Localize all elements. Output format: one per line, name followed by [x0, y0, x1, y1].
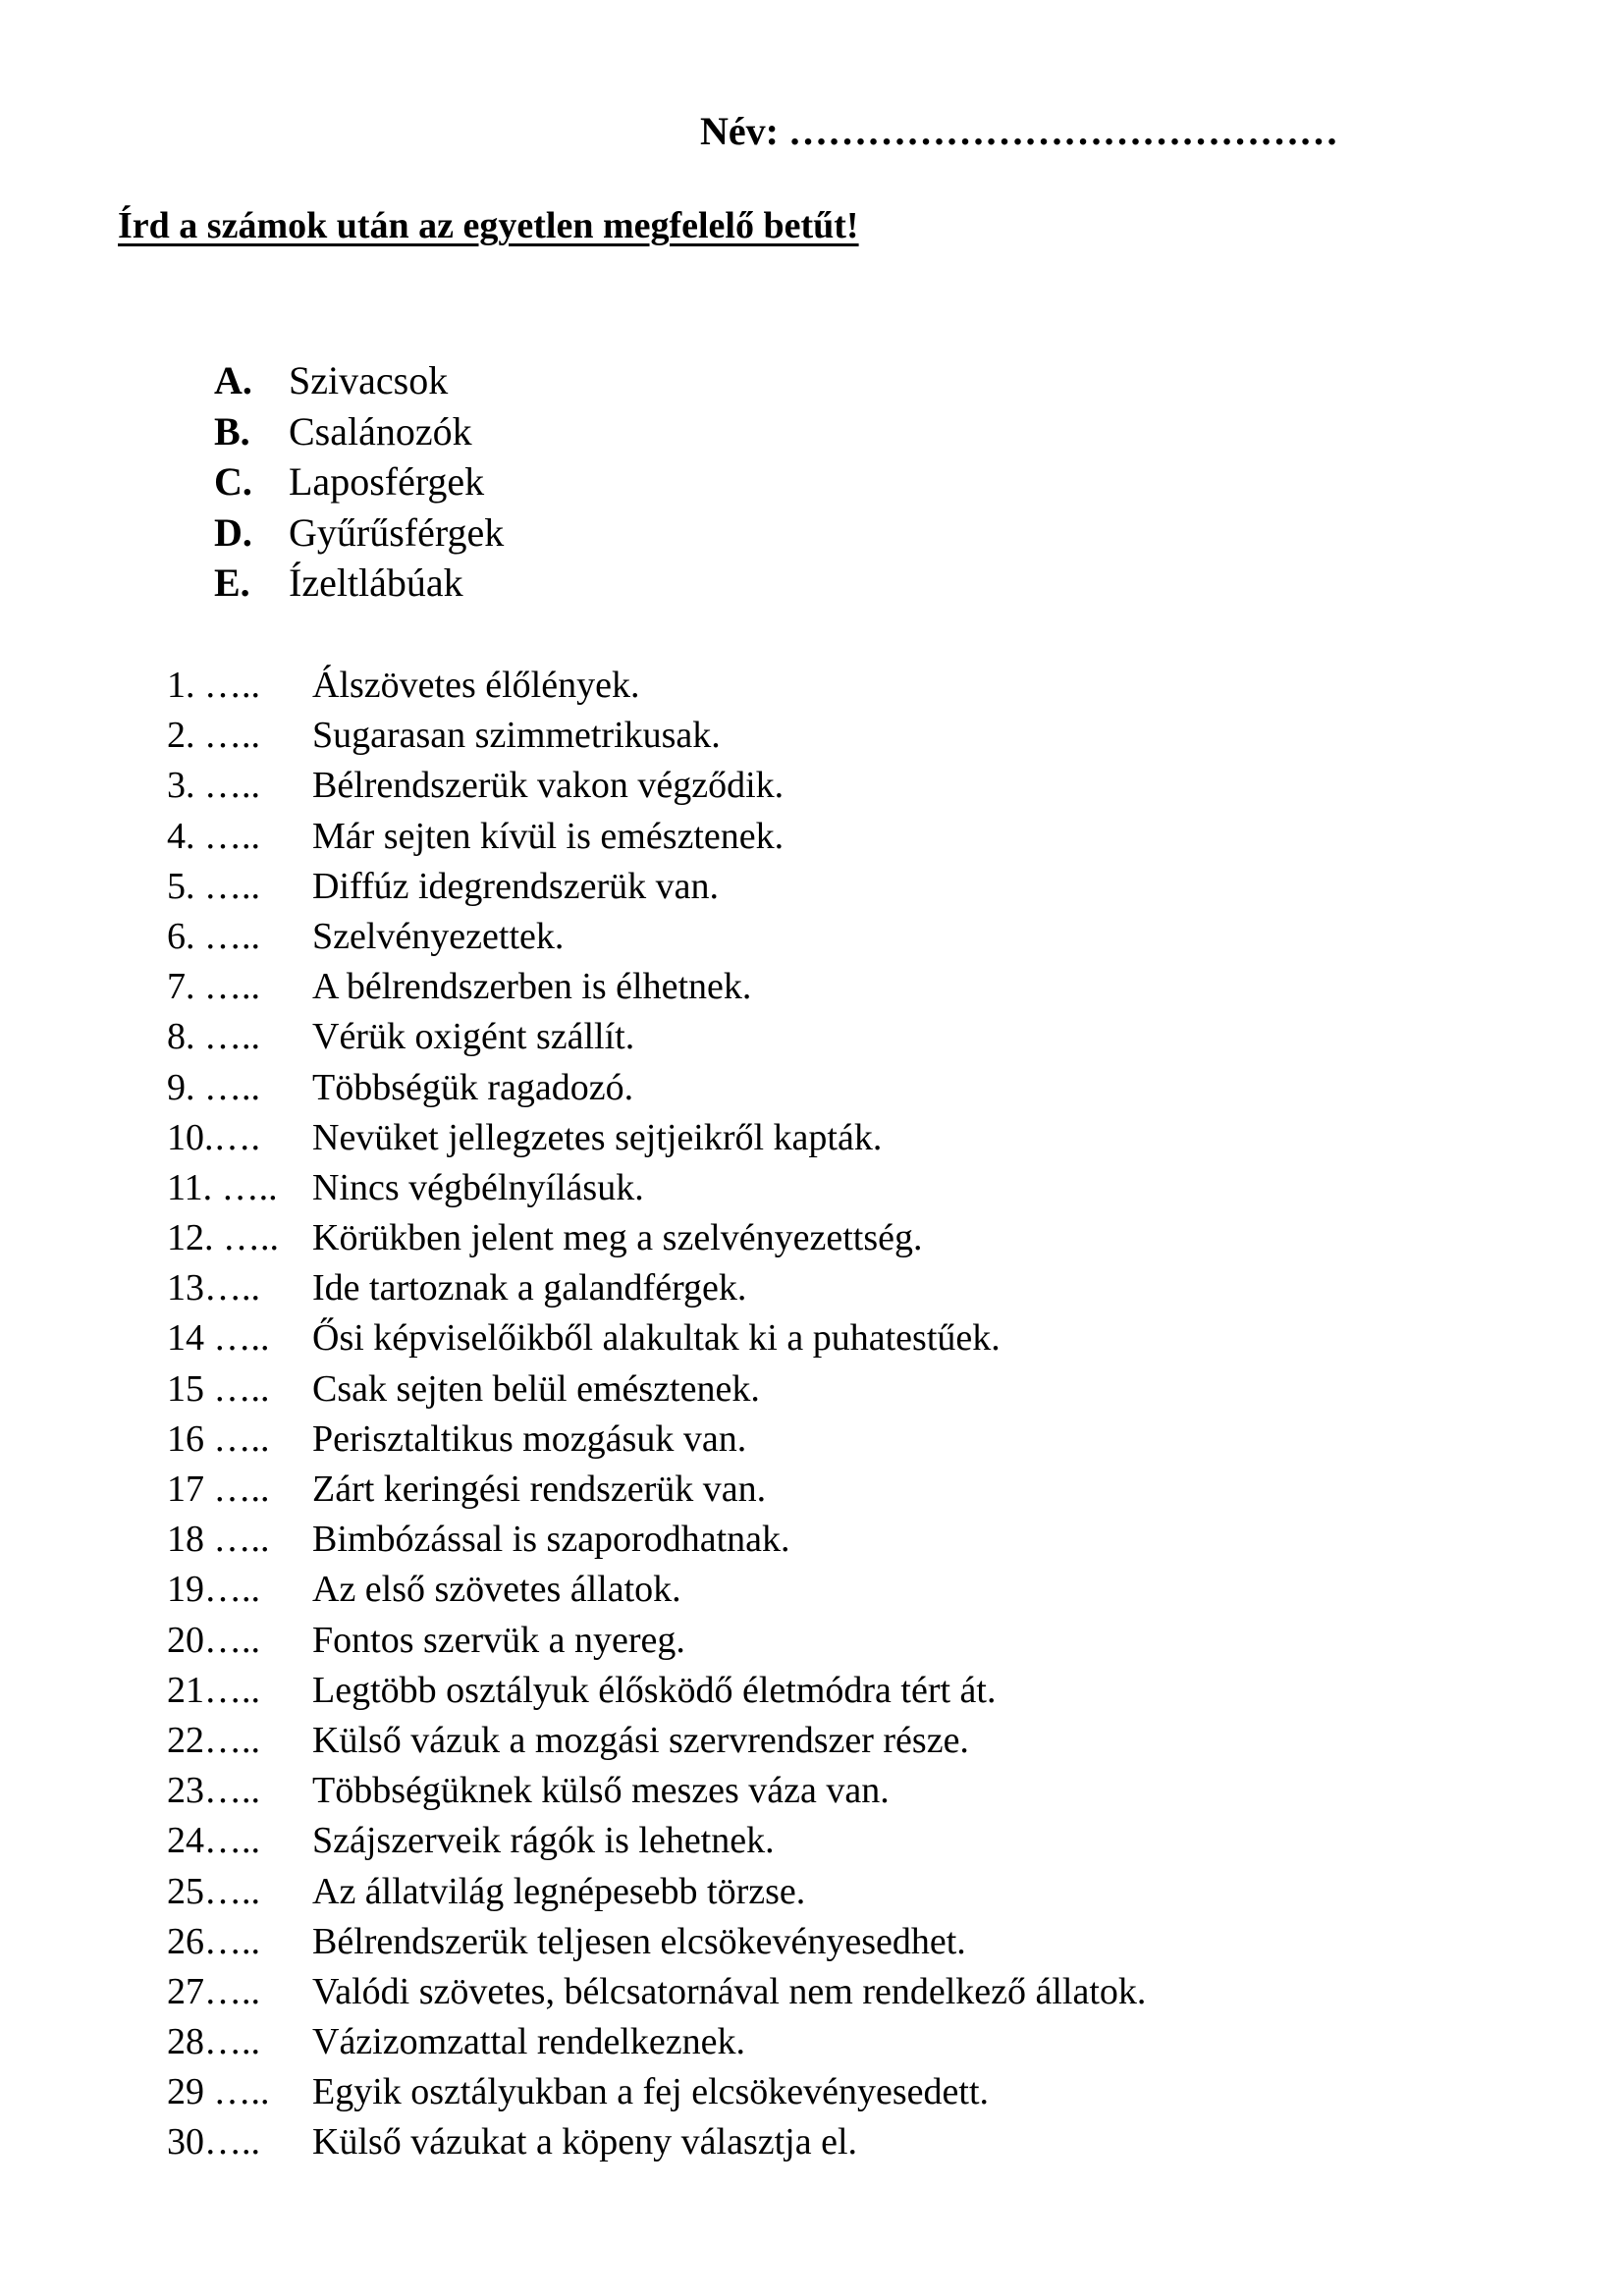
question-number-blank[interactable]: 5. …..: [167, 865, 260, 907]
question-text: Bélrendszerük teljesen elcsökevényesedhet.: [312, 1920, 966, 1962]
question-text: Valódi szövetes, bélcsatornával nem rendelkező állatok.: [312, 1970, 1147, 2012]
question-text: Szájszerveik rágók is lehetnek.: [312, 1820, 775, 1862]
question-number-blank[interactable]: 26…..: [167, 1920, 260, 1962]
question-text: Perisztaltikus mozgásuk van.: [312, 1417, 747, 1460]
question-item: [167, 1465, 1146, 1515]
question-item: [167, 2067, 1146, 2117]
question-item: [167, 711, 1146, 761]
option-label: Laposférgek: [289, 459, 485, 504]
option-letter: A.: [214, 358, 252, 402]
question-text: Már sejten kívül is emésztenek.: [312, 815, 785, 857]
question-number-blank[interactable]: 25…..: [167, 1870, 260, 1912]
question-text: Vérük oxigént szállít.: [312, 1016, 635, 1058]
question-item: [167, 1716, 1146, 1766]
option-d: [214, 507, 504, 559]
question-number-blank[interactable]: 19…..: [167, 1569, 260, 1611]
option-letter: E.: [214, 561, 250, 605]
question-text: Zárt keringési rendszerük van.: [312, 1468, 767, 1510]
question-number-blank[interactable]: 23…..: [167, 1770, 260, 1812]
question-item: [167, 1917, 1146, 1967]
question-item: [167, 1163, 1146, 1213]
instruction-heading: Írd a számok után az egyetlen megfelelő betűt!: [118, 205, 859, 246]
question-number-blank[interactable]: 30…..: [167, 2121, 260, 2163]
option-label: Gyűrűsférgek: [289, 509, 505, 555]
question-text: Ide tartoznak a galandférgek.: [312, 1267, 747, 1309]
question-text: A bélrendszerben is élhetnek.: [312, 966, 752, 1008]
question-text: Egyik osztályukban a fej elcsökevényesedett.: [312, 2071, 990, 2113]
question-number-blank[interactable]: 6. …..: [167, 915, 260, 957]
question-item: [167, 1515, 1146, 1565]
option-letter: C.: [214, 459, 252, 504]
question-text: Külső vázuk a mozgási szervrendszer része.: [312, 1719, 969, 1761]
question-number-blank[interactable]: 15 …..: [167, 1367, 270, 1410]
question-number-blank[interactable]: 13…..: [167, 1267, 260, 1309]
option-label: Szivacsok: [289, 358, 449, 402]
question-text: Bimbózással is szaporodhatnak.: [312, 1519, 790, 1561]
option-label: Csalánozók: [289, 408, 472, 454]
question-text: Diffúz idegrendszerük van.: [312, 865, 719, 907]
question-item: [167, 1364, 1146, 1415]
question-item: [167, 761, 1146, 811]
question-item: [167, 1012, 1146, 1062]
option-letter: B.: [214, 408, 250, 454]
question-number-blank[interactable]: 8. …..: [167, 1016, 260, 1058]
question-item: [167, 1816, 1146, 1866]
question-item: [167, 1666, 1146, 1716]
question-text: Sugarasan szimmetrikusak.: [312, 715, 721, 757]
question-text: Körükben jelent meg a szelvényezettség.: [312, 1217, 923, 1259]
question-text: Bélrendszerük vakon végződik.: [312, 765, 785, 807]
question-item: [167, 962, 1146, 1012]
questions-list: [167, 661, 1146, 2168]
question-number-blank[interactable]: 16 …..: [167, 1417, 270, 1460]
question-text: Többségüknek külső meszes váza van.: [312, 1770, 890, 1812]
question-text: Az első szövetes állatok.: [312, 1569, 681, 1611]
name-field-label: Név: ……………………………………: [700, 109, 1338, 153]
question-text: Külső vázukat a köpeny választja el.: [312, 2121, 858, 2163]
question-text: Nevüket jellegzetes sejtjeikről kapták.: [312, 1116, 883, 1158]
question-number-blank[interactable]: 18 …..: [167, 1519, 270, 1561]
question-text: Nincs végbélnyílásuk.: [312, 1166, 644, 1208]
question-item: [167, 1263, 1146, 1313]
question-number-blank[interactable]: 7. …..: [167, 966, 260, 1008]
question-number-blank[interactable]: 11. …..: [167, 1166, 278, 1208]
question-item: [167, 1063, 1146, 1113]
question-number-blank[interactable]: 3. …..: [167, 765, 260, 807]
question-text: Legtöbb osztályuk élősködő életmódra tért át.: [312, 1669, 997, 1711]
question-item: [167, 1313, 1146, 1363]
question-item: [167, 1113, 1146, 1163]
question-text: Szelvényezettek.: [312, 915, 565, 957]
question-number-blank[interactable]: 21…..: [167, 1669, 260, 1711]
question-number-blank[interactable]: 29 …..: [167, 2071, 270, 2113]
question-number-blank[interactable]: 17 …..: [167, 1468, 270, 1510]
question-item: [167, 2117, 1146, 2167]
option-e: [214, 558, 504, 609]
option-b: [214, 406, 504, 457]
question-item: [167, 1616, 1146, 1666]
question-item: [167, 1766, 1146, 1816]
question-number-blank[interactable]: 28…..: [167, 2021, 260, 2063]
question-text: Vázizomzattal rendelkeznek.: [312, 2021, 745, 2063]
question-number-blank[interactable]: 2. …..: [167, 715, 260, 757]
question-item: [167, 912, 1146, 962]
question-number-blank[interactable]: 12. …..: [167, 1217, 279, 1259]
question-number-blank[interactable]: 1. …..: [167, 665, 260, 706]
question-number-blank[interactable]: 20…..: [167, 1619, 260, 1661]
question-text: Csak sejten belül emésztenek.: [312, 1367, 760, 1410]
question-text: Az állatvilág legnépesebb törzse.: [312, 1870, 806, 1912]
question-text: Fontos szervük a nyereg.: [312, 1619, 685, 1661]
option-letter: D.: [214, 509, 252, 555]
question-item: [167, 1867, 1146, 1917]
option-label: Ízeltlábúak: [289, 561, 463, 605]
option-a: [214, 355, 504, 406]
question-item: [167, 1213, 1146, 1263]
question-item: [167, 1565, 1146, 1615]
option-c: [214, 456, 504, 507]
question-number-blank[interactable]: 27…..: [167, 1970, 260, 2012]
question-number-blank[interactable]: 10.….: [167, 1116, 260, 1158]
question-item: [167, 1967, 1146, 2017]
question-item: [167, 2017, 1146, 2067]
question-text: Álszövetes élőlények.: [312, 665, 640, 706]
answer-options-list: [214, 355, 504, 609]
question-text: Többségük ragadozó.: [312, 1066, 634, 1108]
question-number-blank[interactable]: 4. …..: [167, 815, 260, 857]
question-item: [167, 661, 1146, 711]
question-number-blank[interactable]: 14 …..: [167, 1317, 270, 1360]
question-item: [167, 1415, 1146, 1465]
question-item: [167, 812, 1146, 862]
question-number-blank[interactable]: 9. …..: [167, 1066, 260, 1108]
question-number-blank[interactable]: 22…..: [167, 1719, 260, 1761]
question-number-blank[interactable]: 24…..: [167, 1820, 260, 1862]
question-text: Ősi képviselőikből alakultak ki a puhatestűek.: [312, 1317, 1001, 1360]
question-item: [167, 862, 1146, 912]
